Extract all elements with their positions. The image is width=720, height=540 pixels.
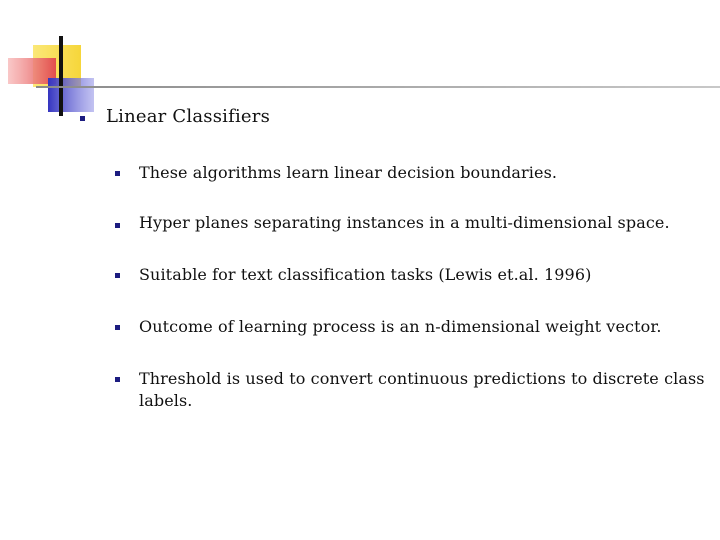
list-item-4: Outcome of learning process is an n-dimensional weight vector. xyxy=(139,317,662,336)
logo-horizontal-line xyxy=(36,86,720,88)
bullet-2 xyxy=(115,223,120,228)
list-item-5-line-1: Threshold is used to convert continuous predictions to discrete class xyxy=(139,369,705,388)
list-item-1: These algorithms learn linear decision boundaries. xyxy=(139,163,558,182)
bullet-3 xyxy=(115,273,120,278)
list-item-5-line-2: labels. xyxy=(139,391,193,410)
logo-blue-square xyxy=(48,78,94,112)
bullet-1 xyxy=(115,171,120,176)
bullet-4 xyxy=(115,325,120,330)
list-item-3: Suitable for text classification tasks (Lewis et.al. 1996) xyxy=(139,265,592,284)
bullet-5 xyxy=(115,377,120,382)
logo-vertical-bar xyxy=(59,36,63,116)
slide-logo-graphic xyxy=(0,0,720,120)
slide-heading: Linear Classifiers xyxy=(106,106,271,127)
heading-bullet xyxy=(80,116,85,121)
list-item-2: Hyper planes separating instances in a multi-dimensional space. xyxy=(139,213,670,232)
